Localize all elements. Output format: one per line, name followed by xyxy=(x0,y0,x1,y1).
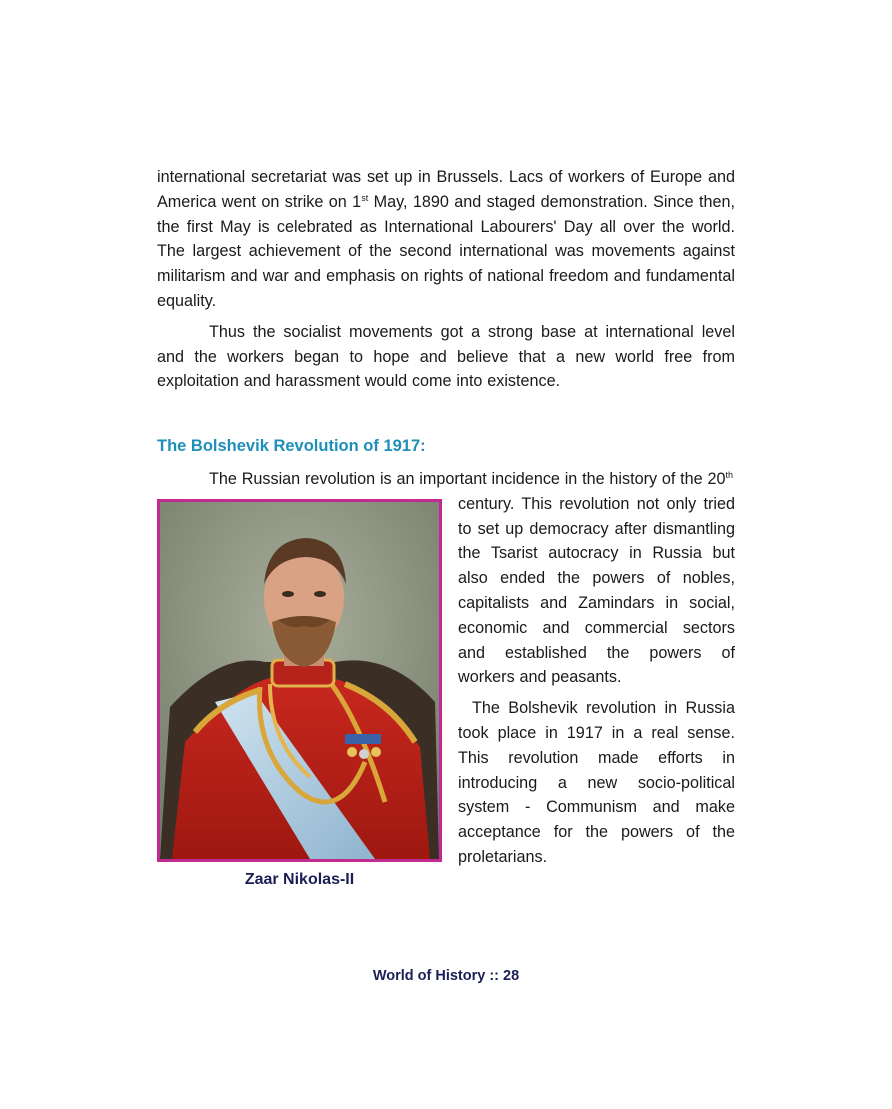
portrait-illustration xyxy=(160,502,439,859)
intro-text-block xyxy=(157,165,735,394)
portrait-image xyxy=(157,499,442,862)
section-paragraph-1: The Russian revolution is an important incidence in the history of the 20th xyxy=(209,470,734,488)
page-footer: World of History :: 28 xyxy=(372,968,520,984)
intro-paragraph-2: Thus the socialist movements got a strong base at international level and the workers began to hope and believe that a new world free from exploitation and harassment would come into existence. xyxy=(157,322,735,391)
intro-paragraph-1: international secretariat was set up in Brussels. Lacs of workers of Europe and America went on strike on 1st May, 1890 and staged demonstration. Since then, the first May is celebrated as International Labourers' Day all over the world. The largest achievement of the second international was movements against militarism and war and emphasis on rights of national freedom and fundamental equality. xyxy=(157,168,735,310)
section-heading: The Bolshevik Revolution of 1917: xyxy=(157,437,426,455)
section-paragraph-2: The Bolshevik revolution in Russia took place in 1917 in a real sense. This revolution made efforts in introducing a new socio-political system - Communism and make acceptance for the powers of the proletarians. xyxy=(458,699,735,866)
portrait-caption: Zaar Nikolas-II xyxy=(244,871,355,888)
section-paragraph-1-continued: century. This revolution not only tried to set up democracy after dismantling the Tsarist autocracy in Russia but also ended the powers of nobles, capitalists and Zamindars in social, economic and commercial sectors and established the powers of workers and peasants. xyxy=(458,494,735,687)
bolshevik-section-body xyxy=(157,467,735,893)
portrait-figure xyxy=(157,499,442,889)
